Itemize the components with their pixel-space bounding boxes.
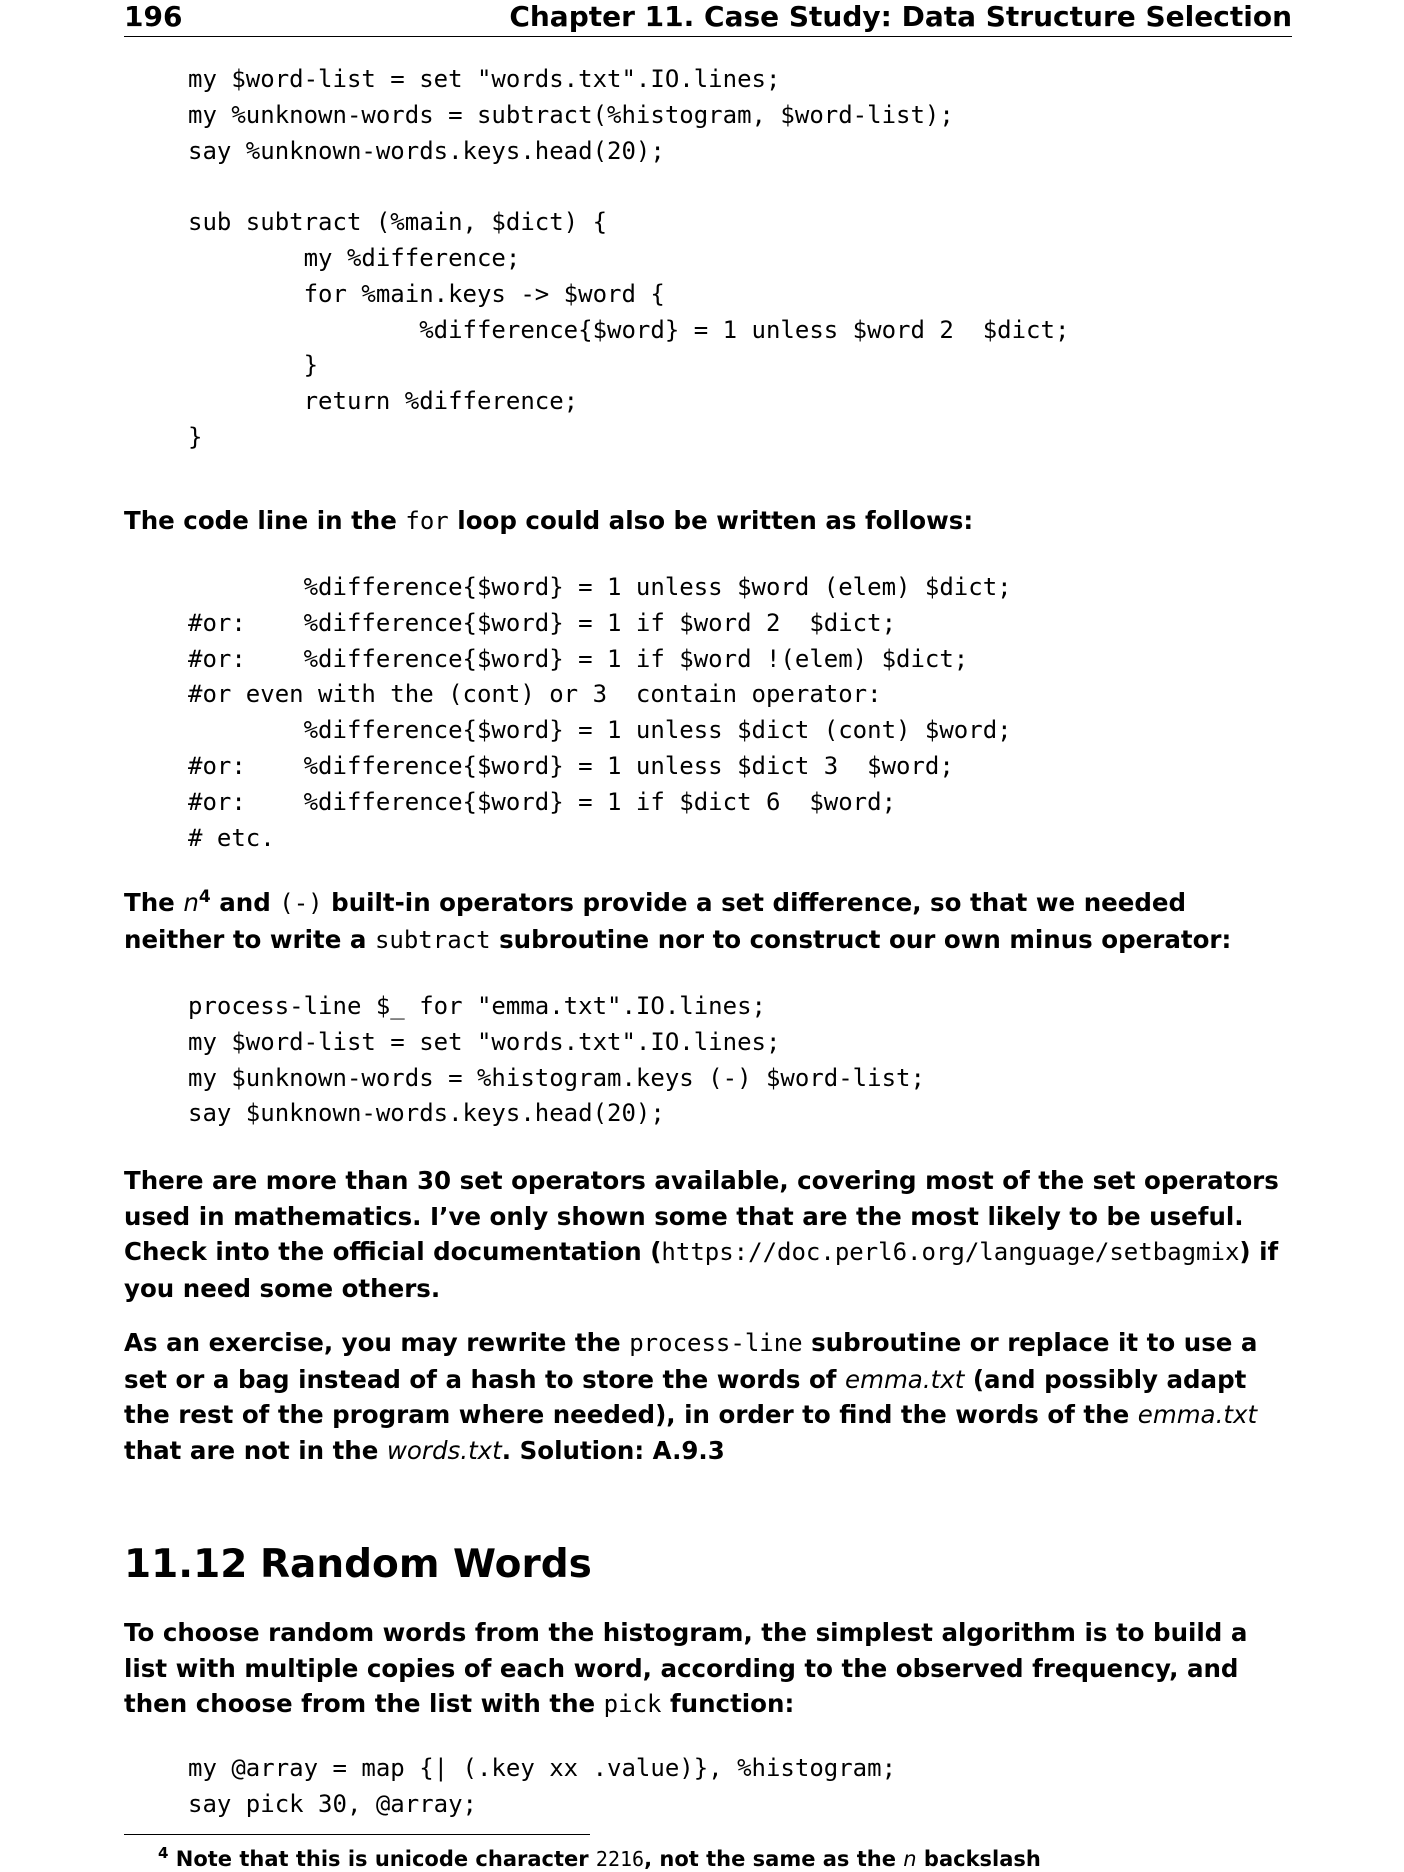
footnote-ref[interactable]: 4 <box>198 886 211 907</box>
text-span: Note that this is unicode character <box>168 1847 596 1871</box>
inline-code: for <box>405 507 449 535</box>
code-block-process-line <box>188 989 925 1132</box>
page-number: 196 <box>124 0 183 33</box>
solution-reference: . Solution: A.9.3 <box>501 1435 725 1465</box>
code-line: for %main.keys -> $word { <box>188 279 665 308</box>
paragraph-for-loop <box>124 503 1292 540</box>
text-span: The <box>124 888 184 917</box>
section-number: 11.12 <box>124 1542 248 1587</box>
code-line: #or: %difference{$word} = 1 if $word !(elem) $dict; <box>188 644 969 673</box>
code-line: %difference{$word} = 1 unless $dict (cont) $word; <box>188 716 1012 745</box>
code-line: %difference{$word} = 1 unless $word 2 $dict; <box>188 315 1070 344</box>
chapter-title: Chapter 11. Case Study: Data Structure Selection <box>509 0 1292 33</box>
text-span: , not the same as the <box>644 1847 904 1871</box>
code-line: } <box>188 422 203 451</box>
italic-text: words.txt <box>386 1435 502 1465</box>
paragraph-set-operators <box>124 1163 1292 1306</box>
italic-text: n <box>903 1847 917 1871</box>
code-line: #or: %difference{$word} = 1 if $dict 6 $word; <box>188 787 897 816</box>
documentation-link[interactable]: https://doc.perl6.org/language/setbagmix <box>661 1238 1240 1266</box>
inline-code: (-) <box>279 889 323 917</box>
code-line: my $unknown-words = %histogram.keys (-) $word-list; <box>188 1063 925 1092</box>
code-block-pick <box>188 1751 896 1823</box>
inline-code: 2216 <box>595 1847 645 1871</box>
italic-text: emma.txt <box>1137 1400 1258 1429</box>
text-span: The code line in the <box>124 506 406 535</box>
text-span: and <box>210 888 280 917</box>
section-title: Random Words <box>260 1542 592 1587</box>
footnote-marker: 4 <box>158 1844 169 1862</box>
text-span: function: <box>661 1689 795 1718</box>
text-span: ) if you need some others. <box>124 1237 1279 1303</box>
code-block-subtract <box>188 62 1069 456</box>
inline-code: pick <box>603 1690 662 1718</box>
text-span: loop could also be written as follows: <box>448 506 974 535</box>
code-line: my %difference; <box>188 243 521 272</box>
code-line: my $word-list = set "words.txt".IO.lines; <box>188 1027 781 1056</box>
running-header <box>124 0 1292 37</box>
code-line: #or even with the (cont) or 3 contain operator: <box>188 680 882 709</box>
code-line: say $unknown-words.keys.head(20); <box>188 1099 665 1128</box>
text-span: subroutine nor to construct our own minus operator: <box>490 924 1232 954</box>
italic-text: emma.txt <box>845 1364 965 1394</box>
code-line: return %difference; <box>188 387 579 416</box>
text-span: (and possibly adapt the rest of the program where needed), in order to find the words of the <box>124 1364 1247 1429</box>
italic-text: n <box>183 888 199 917</box>
code-line: %difference{$word} = 1 unless $word (elem) $dict; <box>188 573 1012 601</box>
code-line: say %unknown-words.keys.head(20); <box>188 136 665 165</box>
text-span: that are not in the <box>124 1435 387 1465</box>
paragraph-set-difference <box>124 885 1292 958</box>
footnote-divider <box>124 1834 590 1835</box>
code-line: my $word-list = set "words.txt".IO.lines; <box>188 65 781 93</box>
paragraph-exercise <box>124 1325 1292 1468</box>
text-span: There are more than 30 set operators available, covering most of the set operators used in mathematics. I’ve only shown some that are the most likely to be useful. Check into the official documentation ( <box>124 1166 1279 1266</box>
code-line: } <box>188 351 319 380</box>
code-line: #or: %difference{$word} = 1 if $word 2 $dict; <box>188 608 897 637</box>
inline-code: subtract <box>374 925 491 954</box>
text-span: backslash <box>916 1847 1041 1871</box>
code-line: my @array = map {| (.key xx .value)}, %histogram; <box>188 1754 897 1782</box>
code-block-alternatives <box>188 570 1012 856</box>
code-line: my %unknown-words = subtract(%histogram, $word-list); <box>188 100 954 129</box>
text-span: built-in operators provide a set difference, so that we needed neither to write a <box>124 888 1187 954</box>
code-line: say pick 30, @array; <box>188 1789 477 1818</box>
text-span: subroutine or replace it to use a set or a bag instead of a hash to store the words of <box>124 1328 1258 1394</box>
code-line: #or: %difference{$word} = 1 unless $dict 3 $word; <box>188 751 954 780</box>
section-heading <box>124 1540 592 1590</box>
code-line <box>188 169 1069 205</box>
text-span: As an exercise, you may rewrite the <box>124 1328 630 1357</box>
inline-code: process-line <box>629 1329 803 1357</box>
code-line: process-line $_ for "emma.txt".IO.lines; <box>188 992 766 1020</box>
code-line: # etc. <box>188 823 275 852</box>
code-line: sub subtract (%main, $dict) { <box>188 208 608 237</box>
paragraph-random-words <box>124 1615 1292 1723</box>
footnote <box>158 1846 1041 1872</box>
text-span: To choose random words from the histogram, the simplest algorithm is to build a list with multiple copies of each word, according to the observed frequency, and then choose from the list with the <box>124 1618 1248 1718</box>
